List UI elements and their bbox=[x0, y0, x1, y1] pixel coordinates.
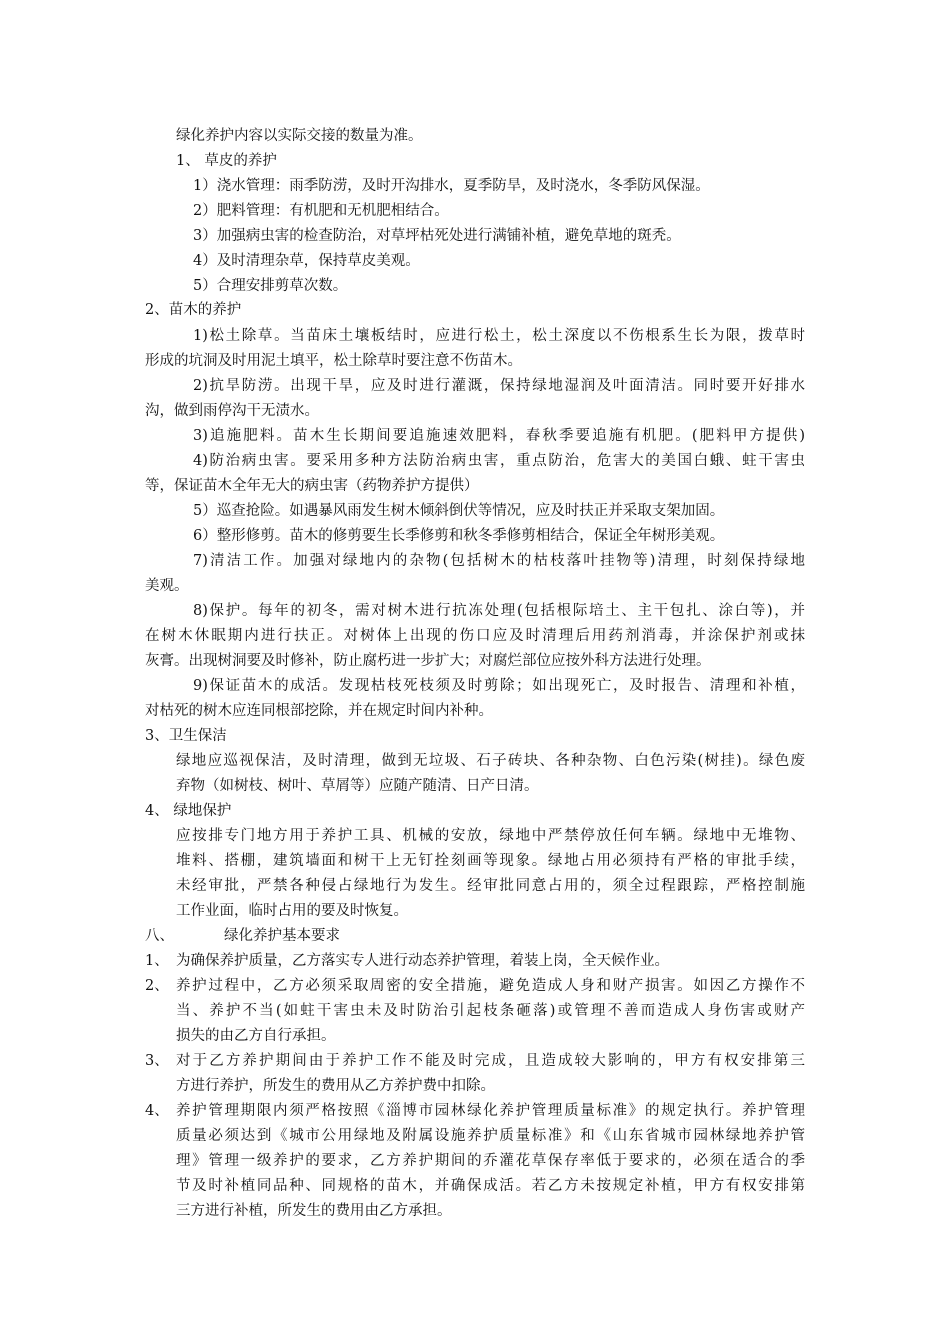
requirement-line: 为确保养护质量，乙方落实专人进行动态养护管理，着装上岗，全天候作业。 bbox=[176, 953, 669, 969]
sanitation-line: 弃物（如树枝、树叶、草屑等）应随产随清、日产日清。 bbox=[176, 778, 539, 794]
lawn-item: 1）浇水管理：雨季防涝，及时开沟排水，夏季防旱，及时浇水，冬季防风保湿。 bbox=[193, 178, 710, 194]
protection-heading: 4、 绿地保护 bbox=[145, 803, 232, 819]
seedlings-paragraph-line: 灰膏。出现树洞要及时修补，防止腐朽进一步扩大；对腐烂部位应按外科方法进行处理。 bbox=[145, 653, 711, 669]
requirement-line: 方进行养护，所发生的费用从乙方养护费中扣除。 bbox=[176, 1078, 495, 1094]
seedlings-paragraph-line: 8)保护。每年的初冬，需对树木进行抗冻处理(包括根际培土、主干包扎、涂白等)，并 bbox=[193, 603, 805, 619]
requirement-line: 养护管理期限内须严格按照《淄博市园林绿化养护管理质量标准》的规定执行。养护管理 bbox=[176, 1103, 805, 1119]
requirement-line: 对于乙方养护期间由于养护工作不能及时完成，且造成较大影响的，甲方有权安排第三 bbox=[176, 1053, 805, 1069]
requirement-line: 三方进行补植，所发生的费用由乙方承担。 bbox=[176, 1203, 452, 1219]
lawn-item: 2）肥料管理：有机肥和无机肥相结合。 bbox=[193, 203, 449, 219]
seedlings-paragraph-line: 9)保证苗木的成活。发现枯枝死枝须及时剪除；如出现死亡，及时报告、清理和补植， bbox=[193, 678, 805, 694]
lawn-heading: 1、 草皮的养护 bbox=[176, 153, 277, 169]
intro-text: 绿化养护内容以实际交接的数量为准。 bbox=[176, 128, 423, 144]
requirement-line: 损失的由乙方自行承担。 bbox=[176, 1028, 336, 1044]
lawn-item: 3）加强病虫害的检查防治，对草坪枯死处进行满铺补植，避免草地的斑秃。 bbox=[193, 228, 681, 244]
seedlings-paragraph-line: 7)清洁工作。加强对绿地内的杂物(包括树木的枯枝落叶挂物等)清理，时刻保持绿地 bbox=[193, 553, 805, 569]
seedlings-paragraph-line: 沟，做到雨停沟干无渍水。 bbox=[145, 403, 319, 419]
seedlings-paragraph-line: 美观。 bbox=[145, 578, 189, 594]
requirement-line: 理》管理一级养护的要求，乙方养护期间的乔灌花草保存率低于要求的，必须在适合的季 bbox=[176, 1153, 805, 1169]
protection-line: 工作业面，临时占用的要及时恢复。 bbox=[176, 903, 408, 919]
protection-line: 应按排专门地方用于养护工具、机械的安放，绿地中严禁停放任何车辆。绿地中无堆物、 bbox=[176, 828, 805, 844]
seedlings-paragraph-line: 6）整形修剪。苗木的修剪要生长季修剪和秋冬季修剪相结合，保证全年树形美观。 bbox=[193, 528, 725, 544]
seedlings-paragraph-line: 在树木休眠期内进行扶正。对树体上出现的伤口应及时清理后用药剂消毒，并涂保护剂或抹 bbox=[145, 628, 805, 644]
seedlings-paragraph-line: 2)抗旱防涝。出现干旱，应及时进行灌溉，保持绿地湿润及叶面清洁。同时要开好排水 bbox=[193, 378, 805, 394]
sanitation-heading: 3、卫生保洁 bbox=[145, 728, 227, 744]
requirement-line: 当、养护不当(如蛀干害虫未及时防治引起枝条砸落)或管理不善而造成人身伤害或财产 bbox=[176, 1003, 805, 1019]
protection-line: 堆料、搭棚，建筑墙面和树干上无钉拴刻画等现象。绿地占用必须持有严格的审批手续， bbox=[176, 853, 805, 869]
seedlings-heading: 2、苗木的养护 bbox=[145, 302, 242, 318]
seedlings-paragraph-line: 3)追施肥料。苗木生长期间要追施速效肥料，春秋季要追施有机肥。(肥料甲方提供) bbox=[193, 428, 805, 444]
seedlings-paragraph-line: 4)防治病虫害。要采用多种方法防治病虫害，重点防治，危害大的美国白蛾、蛀干害虫 bbox=[193, 453, 805, 469]
section-title: 绿化养护基本要求 bbox=[224, 928, 340, 944]
requirement-line: 质量必须达到《城市公用绿地及附属设施养护质量标准》和《山东省城市园林绿地养护管 bbox=[176, 1128, 805, 1144]
seedlings-paragraph-line: 对枯死的树木应连同根部挖除，并在规定时间内补种。 bbox=[145, 703, 493, 719]
protection-line: 未经审批，严禁各种侵占绿地行为发生。经审批同意占用的，须全过程跟踪，严格控制施 bbox=[176, 878, 805, 894]
seedlings-paragraph-line: 5）巡查抢险。如遇暴风雨发生树木倾斜倒伏等情况，应及时扶正并采取支架加固。 bbox=[193, 503, 725, 519]
requirement-line: 养护过程中，乙方必须采取周密的安全措施，避免造成人身和财产损害。如因乙方操作不 bbox=[176, 978, 805, 994]
sanitation-line: 绿地应巡视保洁，及时清理，做到无垃圾、石子砖块、各种杂物、白色污染(树挂)。绿色废 bbox=[176, 753, 805, 769]
lawn-item: 5）合理安排剪草次数。 bbox=[193, 278, 348, 294]
requirement-number: 1、 bbox=[145, 953, 169, 969]
requirement-number: 3、 bbox=[145, 1053, 169, 1069]
requirement-number: 4、 bbox=[145, 1103, 169, 1119]
section-number: 八、 bbox=[145, 928, 174, 944]
seedlings-paragraph-line: 1)松土除草。当苗床土壤板结时，应进行松土，松土深度以不伤根系生长为限，拨草时 bbox=[193, 328, 805, 344]
requirement-line: 节及时补植同品种、同规格的苗木，并确保成活。若乙方未按规定补植，甲方有权安排第 bbox=[176, 1178, 805, 1194]
seedlings-paragraph-line: 形成的坑洞及时用泥土填平，松土除草时要注意不伤苗木。 bbox=[145, 353, 522, 369]
lawn-item: 4）及时清理杂草，保持草皮美观。 bbox=[193, 253, 420, 269]
seedlings-paragraph-line: 等，保证苗木全年无大的病虫害（药物养护方提供） bbox=[145, 478, 479, 494]
requirement-number: 2、 bbox=[145, 978, 169, 994]
